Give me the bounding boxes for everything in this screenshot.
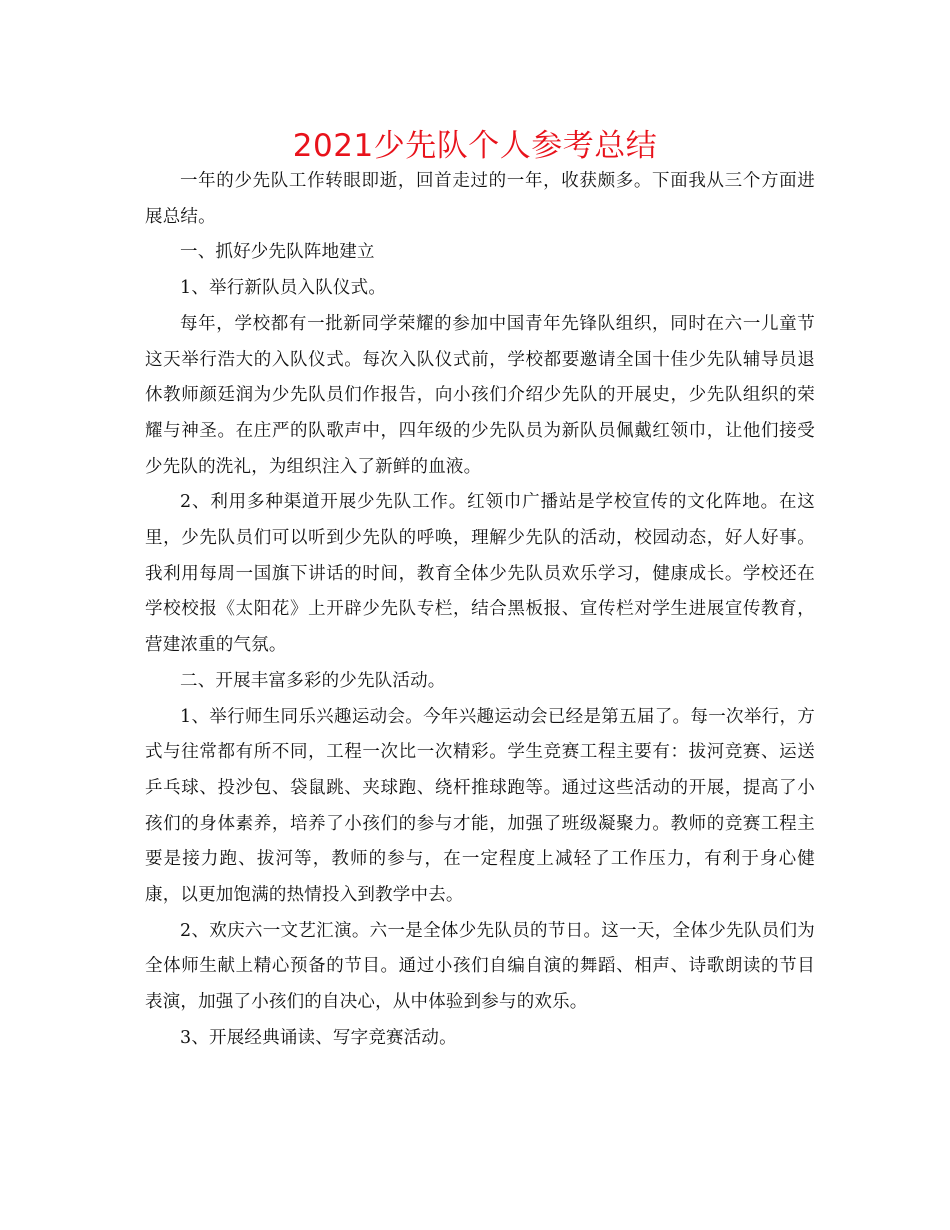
document-title: 2021少先队个人参考总结 [292,128,658,164]
section-heading-1: 一、抓好少先队阵地建立 [180,242,375,263]
paragraph-childrens-day: 2、欢庆六一文艺汇演。六一是全体少先队员的节日。这一天，全体少先队员们为全体师生献上精心预备的节目。通过小孩们自编自演的舞蹈、相声、诗歌朗读的节目表演，加强了小孩们的自决心，从中体验到参与的欢乐。 [145,920,815,1013]
paragraph-sports-meet: 1、举行师生同乐兴趣运动会。今年兴趣运动会已经是第五届了。每一次举行，方式与往常都有所不同，工程一次比一次精彩。学生竞赛工程主要有：拔河竞赛、运送乒乓球、投沙包、袋鼠跳、夹球跑、绕杆推球跑等。通过这些活动的开展，提高了小孩们的身体素养，培养了小孩们的参与才能，加强了班级凝聚力。教师的竞赛工程主要是接力跑、拔河等，教师的参与，在一定程度上减轻了工作压力，有利于身心健康，以更加饱满的热情投入到教学中去。 [145,706,815,906]
paragraph-channels: 2、利用多种渠道开展少先队工作。红领巾广播站是学校宣传的文化阵地。在这里，少先队员们可以听到少先队的呼唤，理解少先队的活动，校园动态，好人好事。我利用每周一国旗下讲话的时间，教育全体少先队员欢乐学习，健康成长。学校还在学校校报《太阳花》上开辟少先队专栏，结合黑板报、宣传栏对学生进展宣传教育，营建浓重的气氛。 [145,492,815,656]
document-body [145,164,815,1057]
subheading-2-3: 3、开展经典诵读、写字竞赛活动。 [180,1027,457,1048]
paragraph-induction-ceremony: 每年，学校都有一批新同学荣耀的参加中国青年先锋队组织，同时在六一儿童节这天举行浩大的入队仪式。每次入队仪式前，学校都要邀请全国十佳少先队辅导员退休教师颜廷润为少先队员们作报告，向小孩们介绍少先队的开展史，少先队组织的荣耀与神圣。在庄严的队歌声中，四年级的少先队员为新队员佩戴红领巾，让他们接受少先队的洗礼，为组织注入了新鲜的血液。 [145,313,815,477]
paragraph-intro: 一年的少先队工作转眼即逝，回首走过的一年，收获颇多。下面我从三个方面进展总结。 [145,171,815,227]
section-heading-2: 二、开展丰富多彩的少先队活动。 [180,670,446,691]
subheading-1-1: 1、举行新队员入队仪式。 [180,278,387,299]
